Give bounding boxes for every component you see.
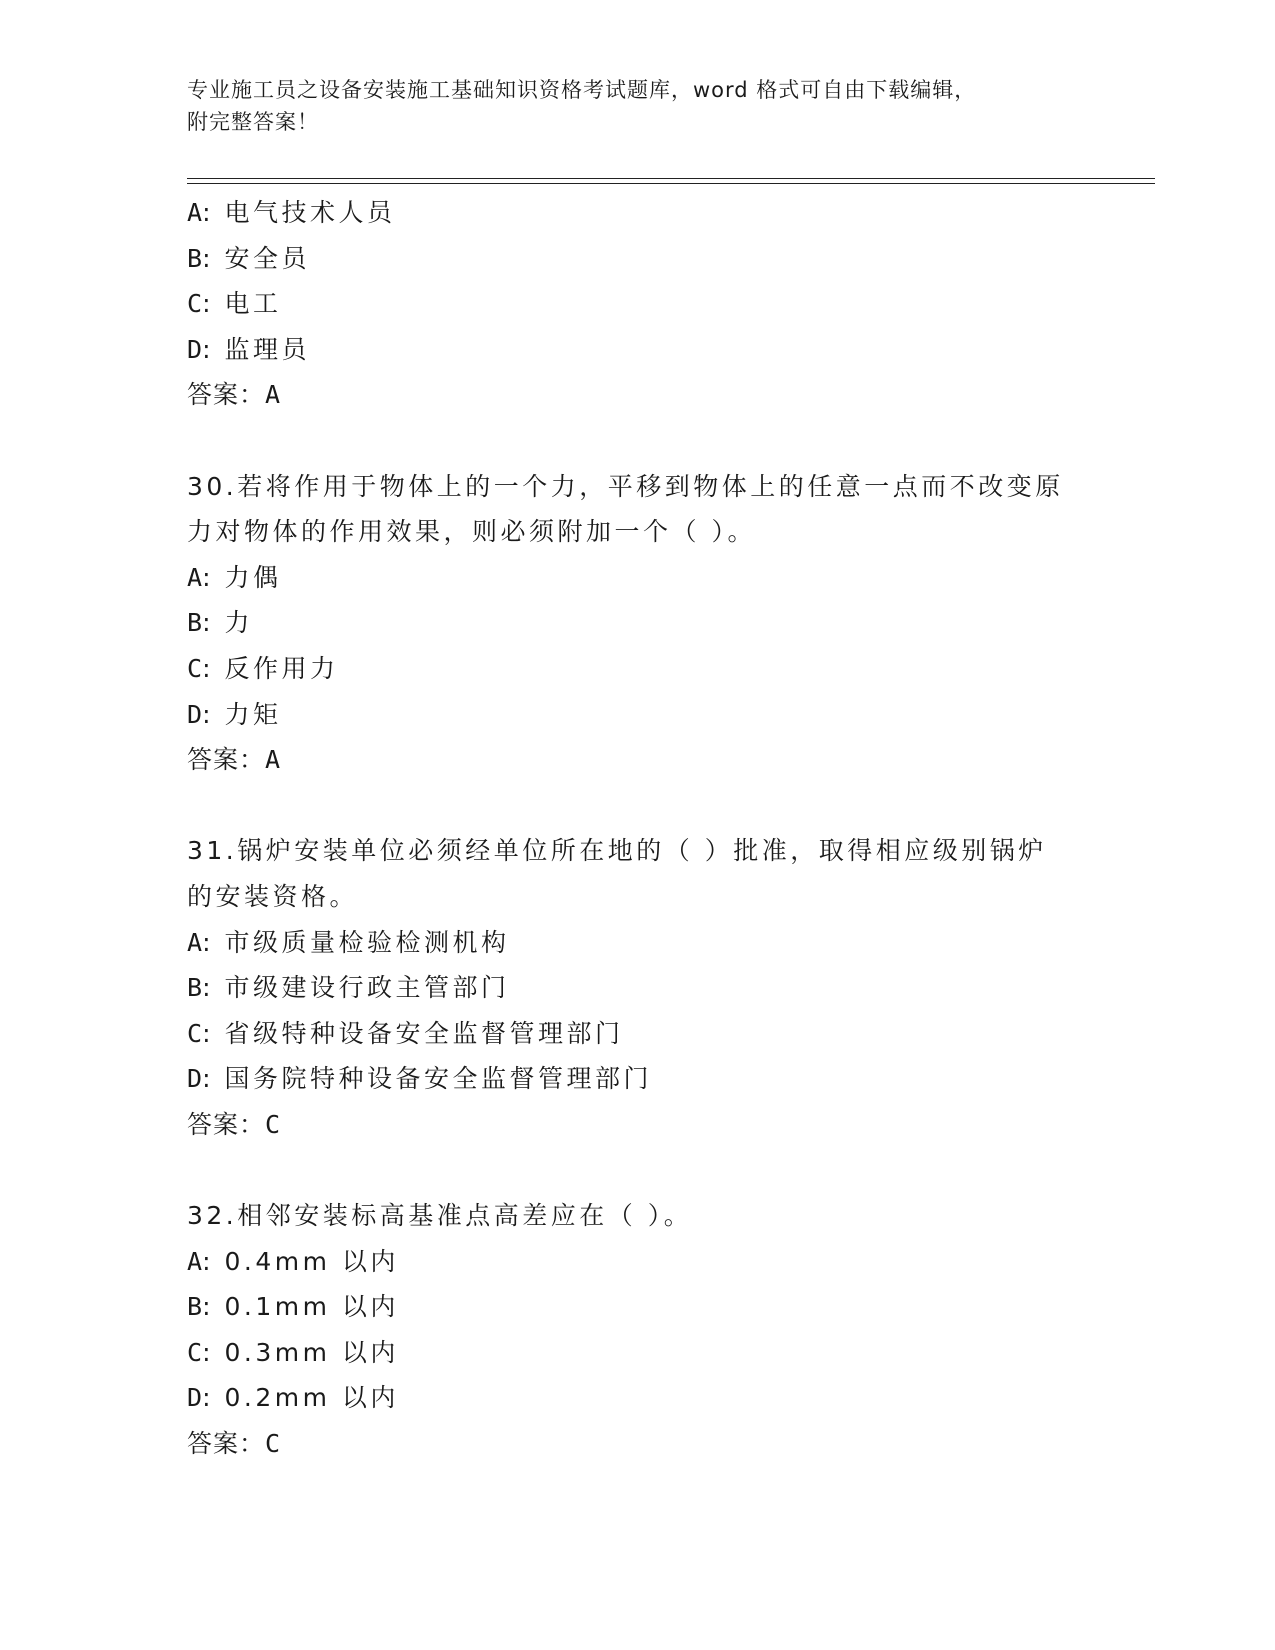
answer-option — [187, 1284, 1147, 1330]
answer-option — [187, 1011, 1147, 1057]
option-text: 0.2mm 以内 — [224, 1383, 399, 1413]
option-text: 安全员 — [224, 243, 311, 273]
option-text: 力偶 — [224, 562, 282, 592]
document-header — [187, 74, 1087, 138]
question-text-line: 31.锅炉安装单位必须经单位所在地的（ ）批准，取得相应级别锅炉 — [187, 836, 1047, 866]
answer-option — [187, 1375, 1147, 1421]
answer-option — [187, 281, 1147, 327]
option-text: 国务院特种设备安全监督管理部门 — [224, 1064, 653, 1094]
question-spacer — [187, 418, 1147, 464]
answer-option — [187, 1239, 1147, 1285]
answer-option — [187, 646, 1147, 692]
question-text-line: 的安装资格。 — [187, 881, 359, 911]
option-letter: D — [187, 1383, 203, 1413]
answer-option — [187, 555, 1147, 601]
question-block — [187, 464, 1147, 783]
header-title-line-2: 附完整答案！ — [187, 110, 319, 134]
header-divider-bottom — [187, 183, 1155, 184]
answer-option — [187, 1056, 1147, 1102]
option-separator: : — [202, 927, 211, 957]
answer-option — [187, 920, 1147, 966]
option-separator: : — [202, 1383, 211, 1413]
option-text: 电工 — [224, 289, 282, 319]
option-letter: C — [187, 1018, 203, 1048]
option-letter: D — [187, 1064, 203, 1094]
option-separator: : — [202, 1018, 211, 1048]
option-letter: A — [187, 198, 203, 227]
option-separator: : — [202, 243, 211, 273]
option-letter: A — [187, 1246, 203, 1276]
option-separator: : — [202, 562, 211, 592]
question-text-line: 32.相邻安装标高基准点高差应在（ ）。 — [187, 1201, 693, 1231]
answer-value: A — [265, 380, 282, 410]
answer-line — [187, 372, 1147, 418]
answer-option — [187, 327, 1147, 373]
question-block — [187, 190, 1147, 418]
option-separator: : — [202, 608, 211, 638]
answer-label: 答案： — [187, 1109, 266, 1139]
option-text: 市级质量检验检测机构 — [224, 927, 510, 957]
answer-value: C — [265, 1109, 282, 1139]
option-text: 力矩 — [224, 699, 282, 729]
answer-line — [187, 737, 1147, 783]
option-letter: D — [187, 699, 203, 729]
option-letter: A — [187, 562, 203, 592]
option-text: 力 — [224, 608, 254, 638]
option-separator: : — [202, 699, 211, 729]
option-separator: : — [202, 198, 211, 227]
answer-line — [187, 1421, 1147, 1467]
question-block — [187, 828, 1147, 1147]
answer-label: 答案： — [187, 380, 266, 410]
option-separator: : — [202, 653, 211, 683]
option-text: 0.1mm 以内 — [224, 1292, 399, 1322]
answer-option — [187, 236, 1147, 282]
option-text: 0.3mm 以内 — [224, 1337, 399, 1367]
option-separator: : — [202, 973, 211, 1003]
answer-label: 答案： — [187, 745, 266, 775]
option-separator: : — [202, 1337, 211, 1367]
answer-line — [187, 1102, 1147, 1148]
answer-option — [187, 965, 1147, 1011]
option-separator: : — [202, 289, 211, 319]
question-spacer — [187, 1147, 1147, 1193]
answer-option — [187, 1330, 1147, 1376]
option-letter: C — [187, 1337, 203, 1367]
option-letter: D — [187, 334, 203, 364]
question-text-line: 30.若将作用于物体上的一个力，平移到物体上的任意一点而不改变原 — [187, 471, 1064, 501]
answer-option — [187, 190, 1147, 236]
option-text: 市级建设行政主管部门 — [224, 973, 510, 1003]
option-separator: : — [202, 334, 211, 364]
header-title-line-1: 专业施工员之设备安装施工基础知识资格考试题库，word 格式可自由下载编辑， — [187, 78, 977, 102]
option-letter: B — [187, 973, 203, 1003]
option-letter: B — [187, 1292, 203, 1322]
option-separator: : — [202, 1064, 211, 1094]
option-text: 0.4mm 以内 — [224, 1246, 399, 1276]
option-letter: C — [187, 289, 203, 319]
option-letter: B — [187, 608, 203, 638]
option-letter: A — [187, 927, 203, 957]
option-letter: C — [187, 653, 203, 683]
answer-option — [187, 600, 1147, 646]
answer-option — [187, 692, 1147, 738]
option-separator: : — [202, 1292, 211, 1322]
question-block — [187, 1193, 1147, 1467]
option-text: 监理员 — [224, 334, 311, 364]
option-text: 反作用力 — [224, 653, 339, 683]
header-divider-top — [187, 178, 1155, 179]
answer-value: C — [265, 1429, 282, 1459]
option-text: 电气技术人员 — [224, 198, 396, 227]
answer-value: A — [265, 745, 282, 775]
answer-label: 答案： — [187, 1429, 266, 1459]
option-letter: B — [187, 243, 203, 273]
question-list — [187, 190, 1147, 1467]
question-spacer — [187, 783, 1147, 829]
option-text: 省级特种设备安全监督管理部门 — [224, 1018, 624, 1048]
question-text-line: 力对物体的作用效果，则必须附加一个（ ）。 — [187, 517, 756, 547]
option-separator: : — [202, 1246, 211, 1276]
